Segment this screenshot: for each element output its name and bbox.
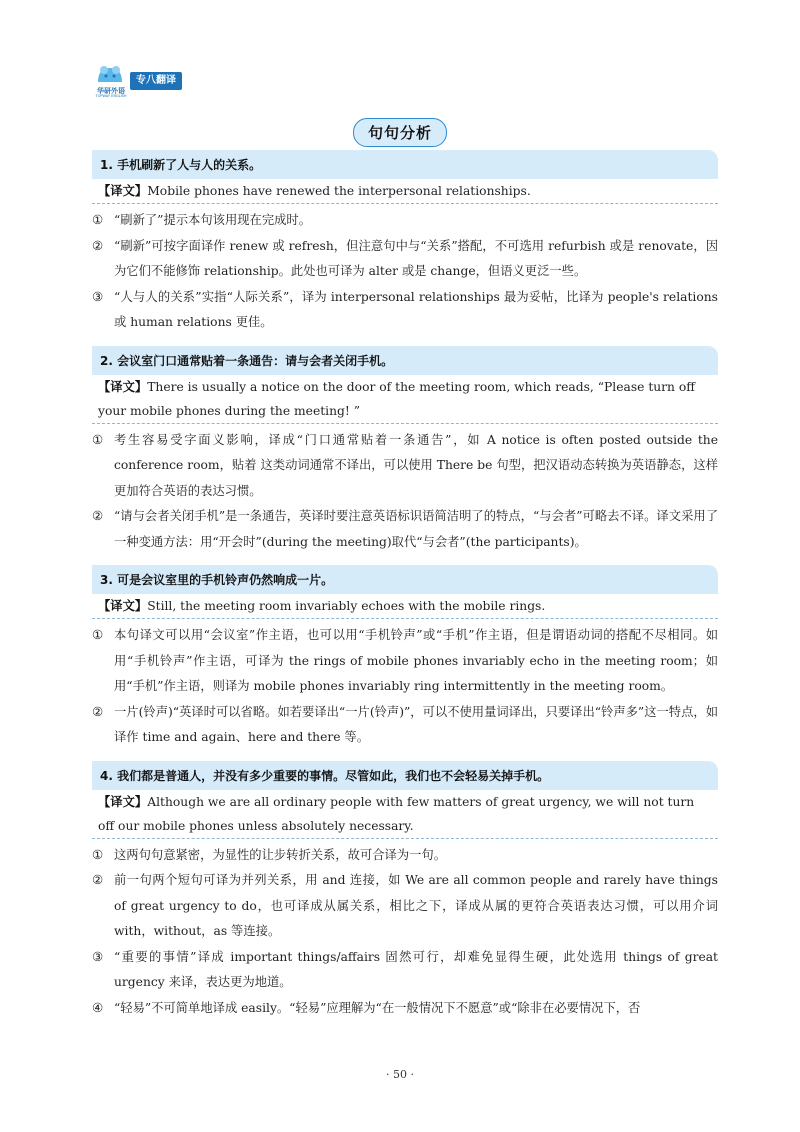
translation-label: 【译文】 (98, 794, 148, 809)
note-marker: ③ (92, 289, 104, 304)
analysis-item (92, 761, 718, 1022)
note (92, 623, 718, 700)
page-number: · 50 · (386, 1068, 414, 1081)
logo-text: 华研外语 (97, 87, 125, 95)
logo-subtext: TOPWAY ENGLISH (95, 94, 127, 98)
translation (92, 375, 718, 424)
analysis-item (92, 565, 718, 751)
note (92, 700, 718, 751)
analysis-item (92, 346, 718, 556)
note (92, 996, 718, 1022)
note (92, 843, 718, 869)
note-marker: ① (92, 628, 104, 642)
section-tag: 专八翻译 (130, 72, 182, 90)
translation (92, 790, 718, 839)
question-heading: 2. 会议室门口通常贴着一条通告：请与会者关闭手机。 (92, 346, 718, 375)
section-title: 句句分析 (353, 118, 447, 147)
question-heading: 1. 手机刷新了人与人的关系。 (92, 150, 718, 179)
note-marker: ① (92, 213, 104, 227)
translation (92, 179, 718, 204)
note-text: 一片(铃声)“英译时可以省略。如若要译出“一片(铃声)”，可以不使用量词译出，只要译出“铃声多”这一特点，如译作 time and again、here and there 等。 (114, 704, 718, 744)
translation-label: 【译文】 (98, 379, 148, 394)
note-marker: ② (92, 704, 104, 719)
note-text: 考生容易受字面义影响，译成“门口通常贴着一条通告”，如 A notice is often posted outside the conference room，贴着 这类动词通常不译出，可以使用 There be 句型，把汉语动态转换为英语静态，这样更加符合英语的表达习惯。 (114, 432, 718, 498)
translation-text: Still, the meeting room invariably echoes with the mobile rings. (147, 599, 546, 613)
content (92, 150, 718, 1021)
note (92, 504, 718, 555)
note-marker: ② (92, 238, 104, 253)
note-text: “请与会者关闭手机”是一条通告，英译时要注意英语标识语简洁明了的特点，“与会者”可略去不译。译文采用了一种变通方法：用“开会时”(during the meeting)取代“与会者”(the participants)。 (114, 509, 718, 549)
note-text: 这两句句意紧密，为显性的让步转折关系，故可合译为一句。 (114, 847, 447, 862)
translation-label: 【译文】 (98, 599, 148, 613)
logo-icon (90, 62, 130, 86)
note-marker: ② (92, 873, 104, 887)
note-text: “重要的事情”译成 important things/affairs 固然可行，却难免显得生硬，此处选用 things of great urgency 来译，表达更为地道。 (114, 949, 718, 989)
note (92, 945, 718, 996)
logo (90, 62, 130, 98)
translation-text: Although we are all ordinary people with few matters of great urgency, we will not turn off our mobile phones unless absolutely necessary. (98, 794, 695, 833)
note-text: “刷新了”提示本句该用现在完成时。 (114, 213, 312, 227)
note-text: “轻易”不可简单地译成 easily。“轻易”应理解为“在一般情况下不愿意”或“除非在必要情况下，否 (114, 1000, 641, 1015)
note (92, 428, 718, 505)
note-marker: ④ (92, 1000, 104, 1015)
note (92, 234, 718, 285)
section-title-wrap (0, 118, 800, 147)
note-text: “人与人的关系”实指“人际关系”，译为 interpersonal relationships 最为妥帖，比译为 people's relations 或 human relations 更佳。 (114, 289, 718, 329)
note-text: “刷新”可按字面译作 renew 或 refresh，但注意句中与“关系”搭配，不可选用 refurbish 或是 renovate，因为它们不能修饰 relationship。此处也可译为 alter 或是 change，但语义更泛一些。 (114, 238, 718, 278)
note-marker: ③ (92, 949, 104, 964)
note-text: 本句译文可以用“会议室”作主语，也可以用“手机铃声”或“手机”作主语，但是谓语动词的搭配不尽相同。如用“手机铃声”作主语，可译为 the rings of mobile phones invariably echo in the meeting room；如用“手机”作主语，则译为 mobile phones invariably ring intermittently in the meeting room。 (114, 628, 718, 693)
note-text: 前一句两个短句可译为并列关系，用 and 连接，如 We are all common people and rarely have things of great urgency to do，也可译成从属关系，相比之下，译成从属的更符合英语表达习惯，可以用介词 with，without，as 等连接。 (114, 873, 718, 938)
note-marker: ① (92, 847, 104, 862)
note-marker: ② (92, 509, 104, 523)
note (92, 208, 718, 234)
translation-text: Mobile phones have renewed the interpersonal relationships. (147, 184, 531, 198)
note (92, 868, 718, 945)
note (92, 285, 718, 336)
translation-text: There is usually a notice on the door of the meeting room, which reads, “Please turn off your mobile phones during the meeting! ” (98, 379, 696, 418)
translation (92, 594, 718, 619)
question-heading: 4. 我们都是普通人，并没有多少重要的事情。尽管如此，我们也不会轻易关掉手机。 (92, 761, 718, 790)
analysis-item (92, 150, 718, 336)
question-heading: 3. 可是会议室里的手机铃声仍然响成一片。 (92, 565, 718, 594)
translation-label: 【译文】 (98, 184, 148, 198)
note-marker: ① (92, 432, 104, 447)
